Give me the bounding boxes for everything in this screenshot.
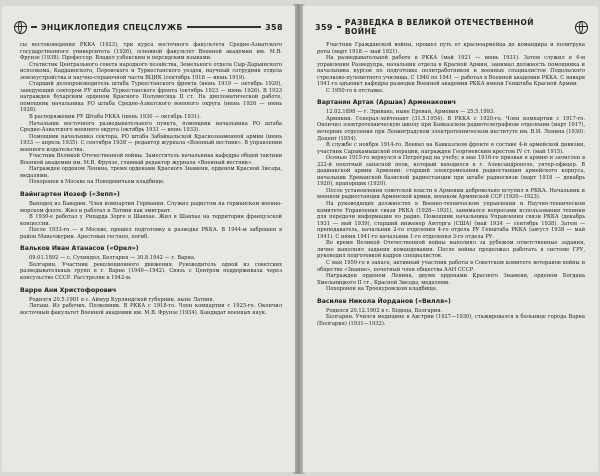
paragraph: Родился 20.5.1901 в с. Аймур Курляндской губернии, ныне Латвия. (29, 296, 215, 303)
paragraph: На руководящих должностях в Военно-техническом управлении и Научно-техническом комитете Управления связи РККА (1928—1931), занимался вопросами использования техники для передачи информации по радио. Помощник начальника Управления связи РККА (декабрь 1931 — май 1939), старший инженер Амторга (США) (май 1934 — сентябрь 1938). Затем — преподаватель, начальник 2-го отделения 4-го отдела РУ Генштаба РККА (август 1938 — май 1941). С июня 1941-го начальник 1-го отделения 3-го отдела РУ. (317, 201, 585, 240)
right-page (303, 6, 598, 472)
paragraph: 09.01.1892 — с. Сухиндол, Болгария — 30.8.1942 — г. Варна. (29, 255, 196, 262)
right-page-number: 359 (315, 22, 333, 32)
right-page-body (317, 42, 585, 327)
paragraph: Похоронен в Москве на Новодевичьем кладбище. (29, 179, 165, 186)
entry-heading: Василев Никола Йорданов («Вилля») (317, 297, 451, 305)
header-rule (187, 26, 262, 28)
paragraph: Участник Великой Отечественной войны. Заместитель начальника кафедры общей тактики Военной академии им. М.В. Фрунзе, главный редактор журнала «Военный вестник». (20, 153, 282, 166)
paragraph: После 1933-го — в Москве, прошел подготовку к разведке РККА. В 1944-м заброшен в район Маньчжурии. Арестован гестапо, погиб. (20, 227, 282, 240)
paragraph: Статистик Центрального совета народного хозяйства, Земельного отдела Сыр-Дарьинского исполкома, Каддаинского, Перовского и Туркестанского уездов, научный сотрудник отдела землеустройства и научно-справочной части ВЦИК (сентябрь 1918 — июнь 1919). (20, 61, 282, 81)
header-rule (337, 26, 341, 28)
left-page-body (20, 42, 282, 316)
paragraph: 12.02.1898 — г. Эривань, ныне Ереван, Армения — 25.5.1993. (326, 109, 495, 116)
paragraph: Болгарин. Учился медицине в Австрии (1927—1930), стажировался в больнице города Варна (Болгария) (1931—1932). (317, 314, 585, 327)
paragraph: В службе с ноября 1914-го. Воевал на Кавказском фронте в составе 4-й армейской дивизии, участник Сарыкамышской операции, награжден Георгиевским крестом IV ст. (май 1915). (317, 142, 585, 155)
paragraph: С 1950-го в отставке. (326, 87, 384, 94)
right-page-header (315, 20, 588, 34)
left-page (2, 6, 295, 472)
globe-icon (575, 21, 588, 34)
paragraph: Награжден орденом Ленина, двумя орденами Красного Знамени, орденом Богдана Хмельницкого II ст., Красной Звезды, медалями. (317, 273, 585, 286)
left-page-number: 358 (265, 22, 283, 32)
header-rule (31, 26, 37, 28)
paragraph: Болгарин. Участник революционного движения. Руководитель одной из советских разведывательных групп в г. Варне (1940—1942). Связь с Центром поддерживала через консульство СССР. Расстрелян в 1942-м. (20, 261, 282, 281)
entry-heading: Варре Ани Христофорович (20, 286, 117, 294)
entry-heading: Вальков Иван Атанасов («Орел») (20, 245, 139, 253)
entry-heading: Вартанян Артак (Аршак) Арменакович (317, 99, 456, 107)
paragraph: Помощник начальника сектора, РО штаба Забайкальской Краснознаменной армии (июнь 1933 — апрель 1935). С сентября 1938 — редактор журнала «Военный вестник». В управлении военного издательства. (20, 133, 282, 153)
globe-icon (14, 21, 27, 34)
paragraph: После установления советской власти в Армении добровольно вступил в РККА. Начальник и военком радиостанции Армянской армии, военком Армянской ССР (1920—1923). (317, 187, 585, 201)
paragraph: Выходец из Баварии. Член компартии Германии. Служил радистом на германском военно-морском флоте. Жил и работал в Латвии как эмигрант. (20, 201, 282, 214)
paragraph: Родился 20.12.1902 в с. Бодеца, Болгария. (326, 307, 443, 314)
left-page-header (14, 20, 283, 34)
paragraph: Начальник восточного разведывательного пункта, помощник начальника РО штаба Средне-Азиатского военного округа (октябрь 1931 — июнь 1933). (20, 120, 282, 134)
paragraph: Во время Великой Отечественной войны выполнял за рубежом ответственные задания, лично выполнял задания командования. После войны продолжал работать в системе ГРУ, руководил подготовкой кадров специалистов. (317, 240, 585, 260)
paragraph: На разведывательной работе в РККА (май 1921 — июнь 1931). Затем служил в 4-м управлении Разведупра, начальник отдела в Красной Армии, занимал должность помощника и начальника курсов по подготовке политработников и военных специалистов Подольского стрелково-пулеметного училища. С 1940 по 1941 — работал в Военной академии РККА. С января 1941-го адъюнкт кафедры разведки Военной академии РККА имени Генштаба Красной Армии. (317, 55, 585, 88)
paragraph: Армянин. Генерал-лейтенант (31.5.1954). В РККА с 1920-го. Член компартии с 1917-го. Окончил электротехническую школу при Кавказском радиотелеграфном отделении (март 1917), вечерние отделения при Ленинградском электротехническом институте им. В.И. Ленина (1930). Доцент (1954). (317, 115, 585, 142)
right-header-title: РАЗВЕДКА В ВЕЛИКОЙ ОТЕЧЕСТВЕННОЙ ВОЙНЕ (344, 18, 534, 36)
paragraph: Похоронен на Троекуровском кладбище. (326, 286, 438, 293)
entry-heading: Вайнгартен Иозеф («Зепп») (20, 191, 120, 199)
paragraph: С мая 1959-го в запасе, активный участник работы в Советском комитете ветеранов войны и обществе «Знание», почетный член общества ААН СССР. (317, 259, 585, 273)
paragraph: сы востоковедения РККА (1923), три курса восточного факультета Средне-Азиатского государственного университета (1926), основной факультет Военной академии им. М.В. Фрунзе (1938). Профессор. Владел узбекским и персидским языками. (20, 42, 282, 62)
paragraph: Участник Гражданской войны, прошел путь от красноармейца до командира и политрука роты (март 1918 — май 1921). (317, 42, 585, 55)
paragraph: Старший делопроизводитель штаба Туркестанского фронта (июнь 1919 — октябрь 1920), заведующий сектором РУ штаба Туркестанского фронта (октябрь 1923 — июнь 1926). В 1923 награжден бухарским орденом Красного Полумесяца II ст. На дипломатической работе, помощник начальника РО штаба Средне-Азиатского военного округа (июнь 1926 — июнь 1928). (20, 81, 282, 114)
left-header-title: ЭНЦИКЛОПЕДИЯ СПЕЦСЛУЖБ (41, 22, 183, 32)
paragraph: В распоряжении РУ Штаба РККА (июнь 1930 — октябрь 1931). (29, 114, 201, 121)
paragraph: Осенью 1915-го вернулся в Петроград на учебу; в мае 1916-го призван в армию и зачислен в 222-й пехотный запасной полк, который находился в г. Александрополе, унтер-офицер. В дашнакской армии Армении: старший электромеханик радиостанции армейского корпуса, начальник Ереванской базисной радиостанции при штабе радиосвязи (март 1918 — декабрь 1920), прапорщик (1920). (317, 155, 585, 188)
paragraph: Латыш. Из рабочих. Полковник. В РККА с 1918-го. Член компартии с 1925-го. Окончил восточный факультет Военной академии им. М.В. Фрунзе (1934). Кандидат военных наук. (20, 303, 282, 316)
paragraph: В 1930-е работал у Рихарда Зорге в Шанхае. Жил в Шанхае на территории французской концессии. (20, 214, 282, 227)
paragraph: Награжден орденом Ленина, тремя орденами Красного Знамени, орденом Красной Звезды, медалями. (20, 166, 282, 179)
